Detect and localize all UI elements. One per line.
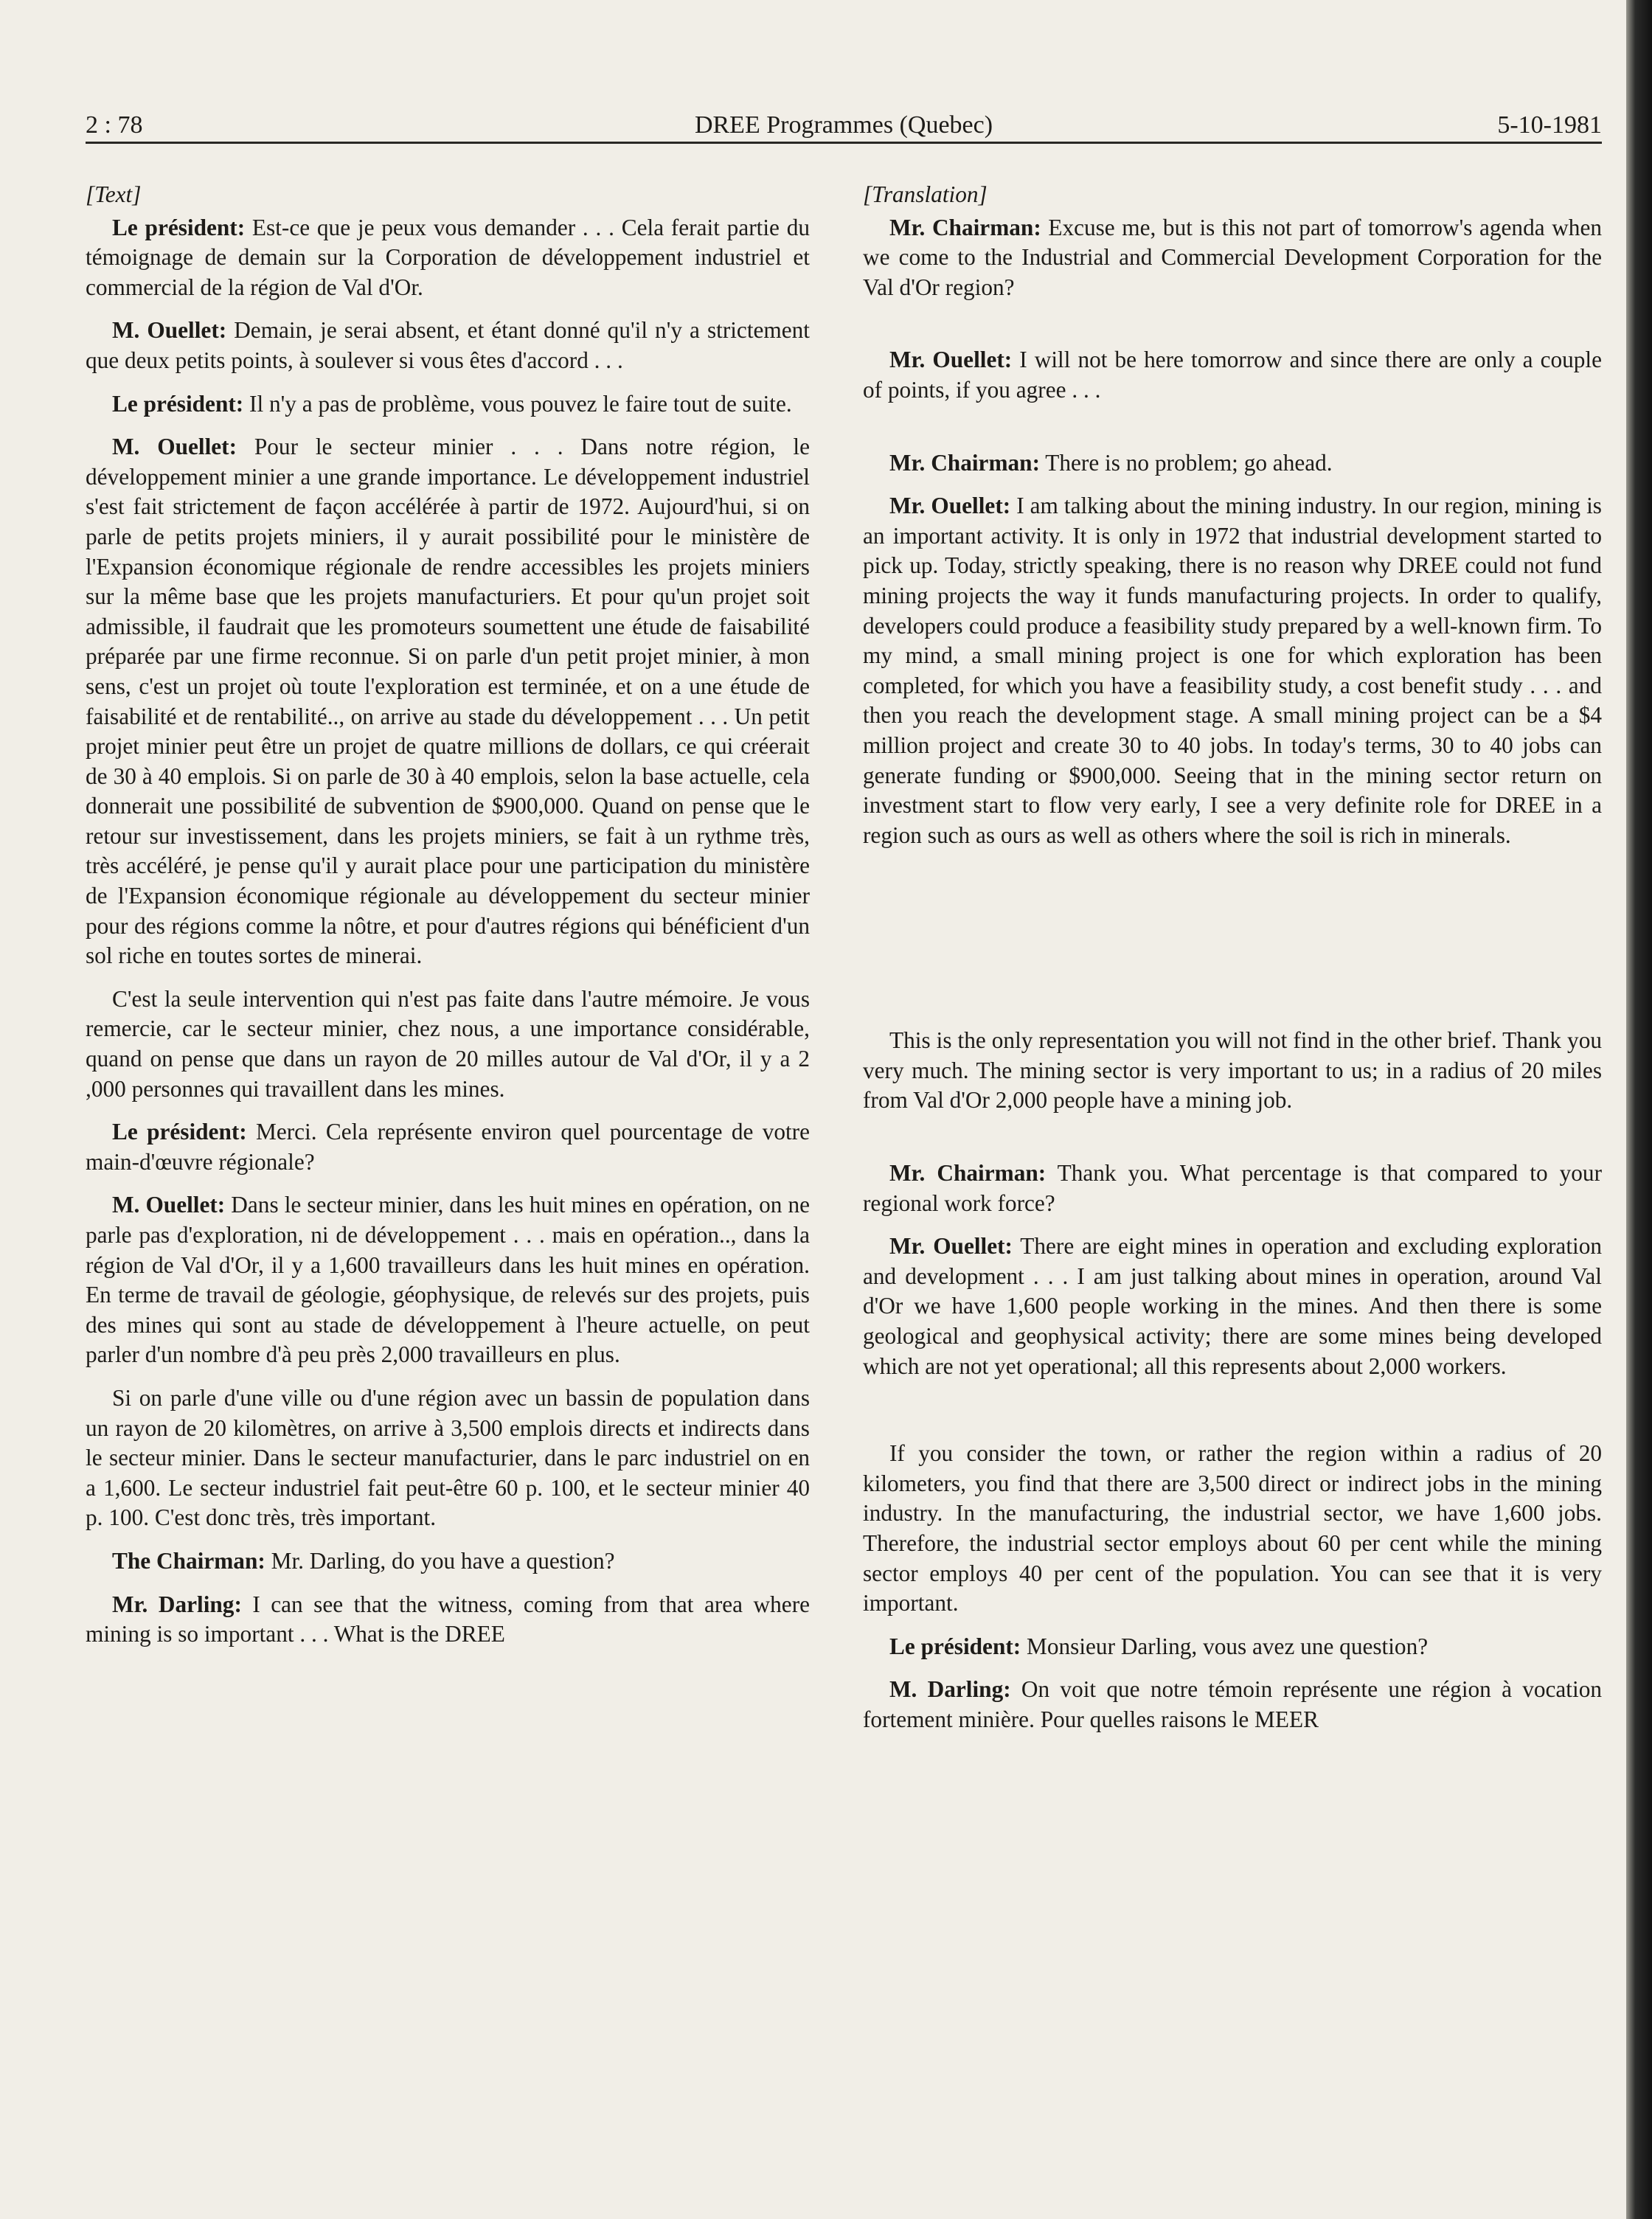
- speaker-name: Le président:: [889, 1633, 1021, 1659]
- paragraph: [863, 1632, 1602, 1662]
- speaker-name: Le président:: [112, 1119, 247, 1145]
- left-column: [86, 180, 810, 1663]
- paragraph-text: Mr. Darling, do you have a question?: [265, 1547, 615, 1574]
- paragraph-text: Il n'y a pas de problème, vous pouvez le faire tout de suite.: [243, 390, 792, 417]
- speaker-name: Mr. Darling:: [112, 1591, 242, 1617]
- paragraph-text: Merci. Cela représente environ quel pourcentage de votre main-d'œuvre régionale?: [86, 1119, 810, 1175]
- speaker-name: M. Ouellet:: [112, 1192, 226, 1218]
- speaker-name: Le président:: [112, 390, 244, 417]
- paragraph-text: There is no problem; go ahead.: [1040, 449, 1333, 476]
- paragraph-text: Thank you. What percentage is that compared to your regional work force?: [863, 1160, 1603, 1216]
- paragraph: [863, 491, 1602, 850]
- header-date: 5-10-1981: [1497, 111, 1602, 139]
- header-rule: [86, 142, 1602, 144]
- paragraph-text: If you consider the town, or rather the region within a radius of 20 kilometers, you find that there are 3,500 direct or indirect jobs in the mining industry. In the manufacturing, the industrial sector, we have 1,600 jobs. Therefore, the industrial sector employs about 60 per cent while the mining sector employs 40 per cent of the population. You can see that it is very important.: [863, 1440, 1602, 1616]
- page-number: 2 : 78: [86, 111, 143, 139]
- speaker-name: M. Ouellet:: [112, 317, 227, 344]
- speaker-name: Le président:: [112, 214, 246, 240]
- paragraph-text: Est-ce que je peux vous demander . . . Cela ferait partie du témoignage de demain sur la Corporation de développement industriel et commercial de la région de Val d'Or.: [86, 214, 810, 300]
- speaker-name: Mr. Ouellet:: [889, 347, 1013, 373]
- paragraph-text: Si on parle d'une ville ou d'une région avec un bassin de population dans un rayon de 20 kilomètres, on arrive à 3,500 emplois directs et indirects dans le secteur minier. Dans le secteur manufacturier, dans le parc industriel on en a 1,600. Le secteur industriel fait peut-être 60 p. 100, et le secteur minier 40 p. 100. C'est donc très, très important.: [86, 1384, 810, 1531]
- paragraph-text: On voit que notre témoin représente une région à vocation fortement minière. Pour quelles raisons le MEER: [863, 1676, 1602, 1732]
- paragraph: [863, 1232, 1602, 1381]
- speaker-name: Mr. Chairman:: [889, 214, 1041, 240]
- page-edge-shadow: [1626, 0, 1652, 2219]
- paragraph: [863, 1026, 1602, 1116]
- running-title: DREE Programmes (Quebec): [694, 111, 993, 139]
- right-column: [863, 180, 1602, 1749]
- paragraph-text: This is the only representation you will not find in the other brief. Thank you very much. The mining sector is very important to us; in a radius of 20 miles from Val d'Or 2,000 people have a mining job.: [863, 1027, 1602, 1114]
- paragraph-text: Excuse me, but is this not part of tomorrow's agenda when we come to the Industrial and Commercial Development Corporation for the Val d'Or region?: [863, 214, 1602, 300]
- paragraph-text: I am talking about the mining industry. In our region, mining is an important activity. It is only in 1972 that industrial development started to pick up. Today, strictly speaking, there is no reason why DREE could not fund mining projects the way it funds manufacturing projects. In order to qualify, developers could produce a feasibility study prepared by a well-known firm. To my mind, a small mining project is one for which exploration has been completed, for which you have a feasibility study, a cost benefit study . . . and then you reach the development stage. A small mining project can be a $4 million project and create 30 to 40 jobs. In today's terms, 30 to 40 jobs can generate funding or $900,000. Seeing that in the mining sector return on investment start to flow very early, I see a very definite role for DREE in a region such as ours as well as others where the soil is rich in minerals.: [863, 493, 1602, 848]
- paragraph: [863, 1675, 1602, 1734]
- paragraph: [863, 213, 1602, 303]
- speaker-name: Mr. Chairman:: [889, 449, 1040, 476]
- paragraph: [86, 316, 810, 375]
- paragraph: [86, 985, 810, 1104]
- paragraph-text: C'est la seule intervention qui n'est pas faite dans l'autre mémoire. Je vous remercie, car le secteur minier, chez nous, a une importance considérable, quand on pense que dans un rayon de 20 milles autour de Val d'Or, il y a 2 ,000 personnes qui travaillent dans les mines.: [86, 985, 810, 1102]
- paragraph: [86, 1590, 810, 1650]
- paragraph-text: There are eight mines in operation and excluding exploration and development . . . I am just talking about mines in operation, around Val d'Or we have 1,600 people working in the mines. And then there is some geological and geophysical activity; there are some mines being developed which are not yet operational; all this represents about 2,000 workers.: [863, 1233, 1603, 1379]
- paragraph-text: Dans le secteur minier, dans les huit mines en opération, on ne parle pas d'exploration, ni de développement . . . mais en opération.., dans la région de Val d'Or, il y a 1,600 travailleurs dans les huit mines en opération. En terme de travail de géologie, géophysique, de relevés sur des projets, puis des mines qui sont au stade de développement à l'heure actuelle, on peut parler d'un nombre d'à peu près 2,000 travailleurs en plus.: [86, 1192, 810, 1368]
- paragraph: [86, 432, 810, 971]
- paragraph: [86, 1546, 810, 1577]
- speaker-name: Mr. Ouellet:: [889, 1233, 1013, 1260]
- paragraph-text: Monsieur Darling, vous avez une question?: [1021, 1633, 1429, 1659]
- paragraph: [86, 213, 810, 303]
- paragraph-text: I will not be here tomorrow and since there are only a couple of points, if you agree . . .: [863, 347, 1602, 403]
- paragraph-text: Pour le secteur minier . . . Dans notre région, le développement minier a une grande importance. Le développement industriel s'est fait strictement de façon accélérée à partir de 1972. Aujourd'hui, si on parle de petits projets miniers, il y aurait possibilité pour le ministère de l'Expansion économique régionale de rendre accessibles les projets miniers sur la même base que les projets manufacturiers. Et pour qu'un projet soit admissible, il faudrait que les promoteurs soumettent une étude de faisabilité préparée par une firme reconnue. Si on parle d'un petit projet minier, à mon sens, c'est un projet où toute l'exploration est terminée, et on a une étude de faisabilité et de rentabilité.., on arrive au stade du développement . . . Un petit projet minier peut être un projet de quatre millions de dollars, ce qui créerait de 30 à 40 emplois. Si on parle de 30 à 40 emplois, selon la base actuelle, cela donnerait une possibilité de subvention de $900,000. Quand on pense que le retour sur investissement, dans les projets miniers, se fait à un rythme très, très accéléré, je pense qu'il y aurait place pour une participation du ministère de l'Expansion économique régionale au développement du secteur minier pour des régions comme la nôtre, et pour d'autres régions qui bénéficient d'un sol riche en toutes sortes de minerai.: [86, 434, 810, 969]
- paragraph: [863, 1439, 1602, 1619]
- speaker-name: M. Ouellet:: [112, 434, 237, 460]
- paragraph-text: Demain, je serai absent, et étant donné qu'il n'y a strictement que deux petits points, à soulever si vous êtes d'accord . . .: [86, 317, 810, 373]
- column-label: [Translation]: [863, 181, 988, 207]
- speaker-name: The Chairman:: [112, 1547, 266, 1574]
- paragraph: [86, 1383, 810, 1533]
- page-header: [86, 108, 1602, 143]
- column-label: [Text]: [86, 181, 142, 207]
- paragraph: [86, 1190, 810, 1370]
- speaker-name: M. Darling:: [889, 1676, 1011, 1703]
- paragraph: [863, 345, 1602, 405]
- paragraph-text: I can see that the witness, coming from that area where mining is so important . . . What is the DREE: [86, 1591, 811, 1647]
- speaker-name: Mr. Ouellet:: [889, 493, 1011, 519]
- paragraph: [863, 448, 1602, 479]
- paragraph: [863, 1159, 1602, 1218]
- paragraph: [86, 389, 810, 420]
- speaker-name: Mr. Chairman:: [889, 1160, 1047, 1187]
- paragraph: [86, 1117, 810, 1177]
